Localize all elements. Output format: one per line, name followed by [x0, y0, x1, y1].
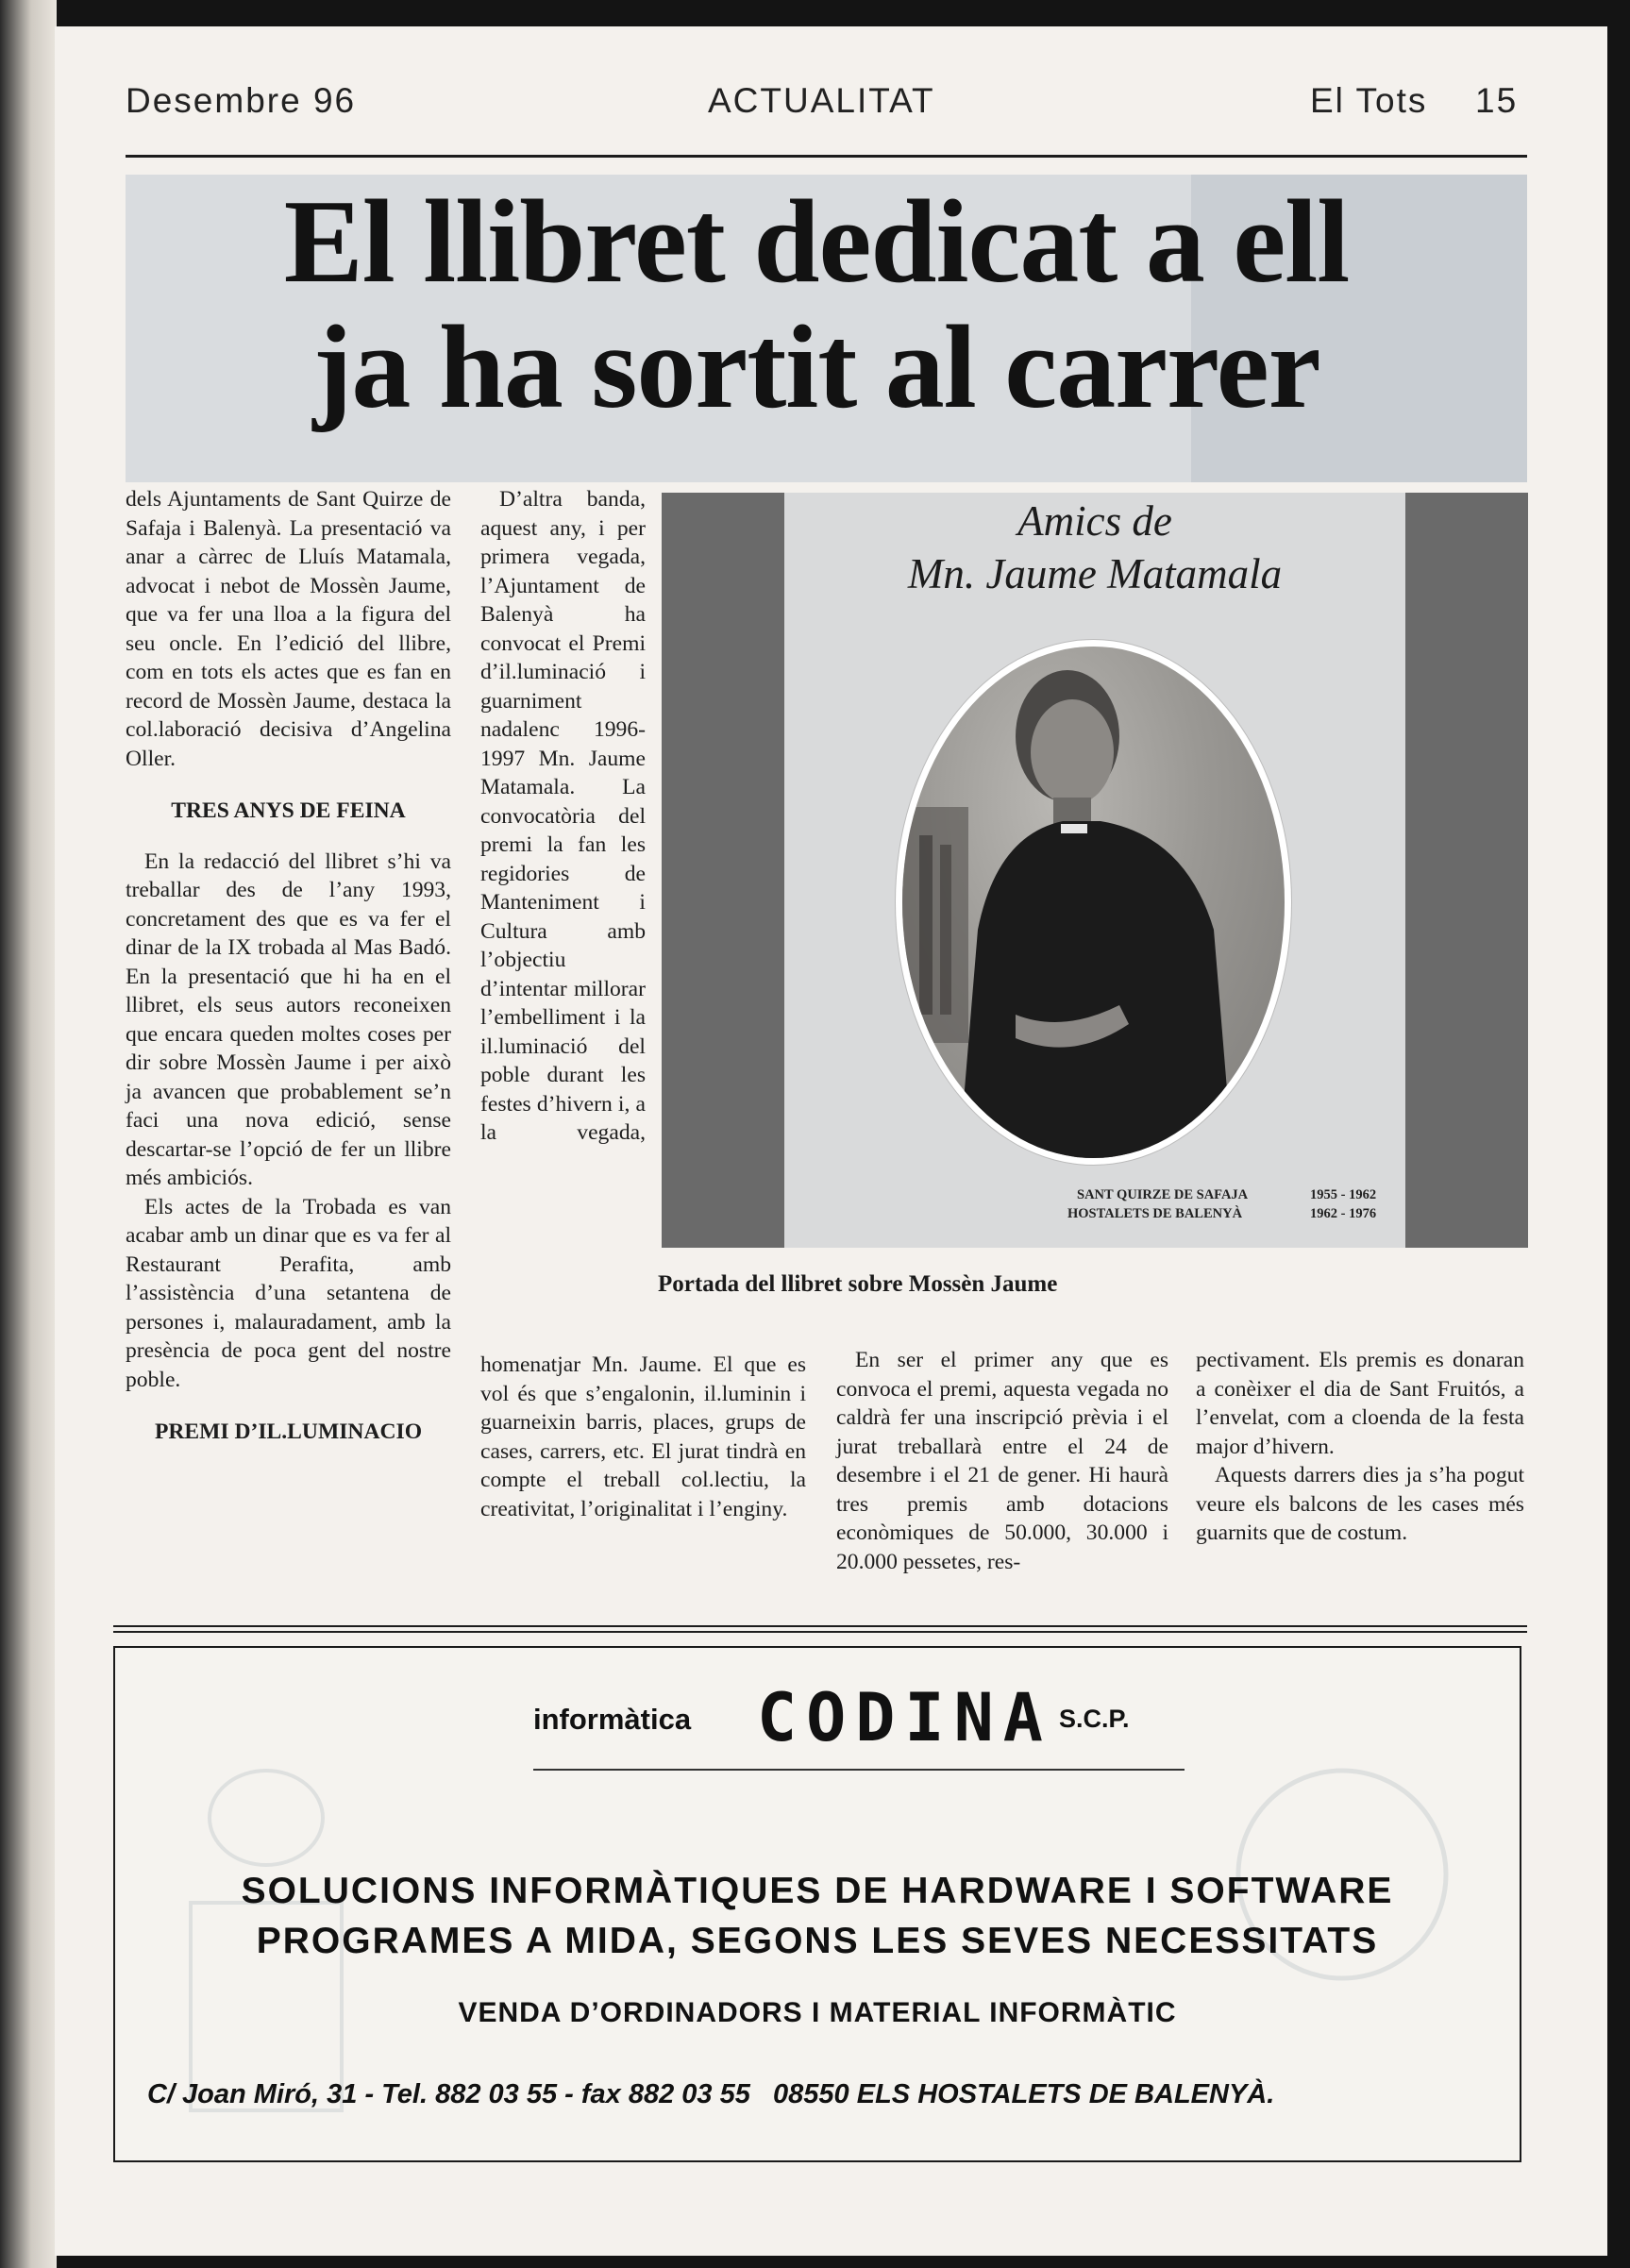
- subheading-premi: PREMI D’IL.LUMINACIO: [154, 1420, 423, 1444]
- paragraph: En la redacció del llibret s’hi va treballar des de l’any 1993, concretament des que es va fer el dinar de la IX trobada al Mas Badó. En la presentació que hi ha en el llibret, els seus autors reconeixen que encara queden moltes coses per dir sobre Mossèn Jaume i per això ja avancen que probablement se’n faci una nova edició, sense descartar-se l’opció de fer un llibre més ambiciós.: [126, 848, 451, 1190]
- paragraph: Aquests darrers dies ja s’ha pogut veure els balcons de les cases més guarnits que de costum.: [1196, 1463, 1524, 1545]
- ad-prefix: informàtica: [533, 1703, 692, 1736]
- subheading-tres-anys: TRES ANYS DE FEINA: [171, 798, 406, 823]
- article-column-4: [1196, 1346, 1524, 1548]
- paragraph: Els actes de la Trobada es van acabar amb un dinar que es va fer al Restaurant Perafita, amb l’assistència d’una setantena de persones i, malauradament, amb la presència de poca gent del nostre poble.: [126, 1194, 451, 1392]
- book-cover: [784, 493, 1405, 1248]
- page-spine: [0, 0, 57, 2268]
- header-rule: [126, 155, 1527, 158]
- cover-title-line-2: Mn. Jaume Matamala: [907, 550, 1283, 597]
- cover-years-1: 1955 - 1962: [1310, 1187, 1377, 1202]
- ad-separator-rule: [113, 1625, 1527, 1627]
- paragraph: D’altra banda, aquest any, i per primera vegada, l’Ajuntament de Balenyà ha convocat el Premi d’il.luminació i guarniment nadalenc 1996-1997 Mn. Jaume Matamala. La convocatòria del premi la fan les regidories de Manteniment i Cultura amb l’objectiu d’intentar millorar l’embelliment i la il.luminació del poble durant les festes d’hivern i, a la vegada,: [480, 487, 646, 1145]
- article-column-1: [126, 485, 451, 1469]
- photo-caption: Portada del llibret sobre Mossèn Jaume: [658, 1271, 1058, 1297]
- paragraph: dels Ajuntaments de Sant Quirze de Safaja i Balenyà. La presentació va anar a càrrec de Lluís Matamala, advocat i nebot de Mossèn Jaume, que va fer una lloa a la figura del seu oncle. En l’edició del llibre, com en tots els actes que es fan en record de Mossèn Jaume, destaca la col.laboració decisiva d’Angelina Oller.: [126, 487, 451, 771]
- page-number: 15: [1475, 81, 1519, 120]
- cover-place-1: SANT QUIRZE DE SAFAJA: [1077, 1187, 1249, 1202]
- paragraph: homenatjar Mn. Jaume. El que es vol és que s’engalonin, il.luminin i guarneixin barris, places, grups de cases, carrers, etc. El jurat tindrà en compte el treball col.lectiu, la creativitat, l’originalitat i l’enginy.: [480, 1352, 806, 1521]
- article-column-2: [480, 485, 646, 1148]
- cover-place-2: HOSTALETS DE BALENYÀ: [1067, 1206, 1243, 1221]
- ad-separator-rule: [113, 1631, 1527, 1633]
- book-cover-title: [784, 495, 1405, 600]
- ad-suffix: S.C.P.: [1059, 1705, 1130, 1733]
- section-name: ACTUALITAT: [708, 81, 935, 120]
- article-headline: [165, 176, 1468, 433]
- issue-date: Desembre 96: [126, 81, 357, 120]
- cover-years-2: 1962 - 1976: [1310, 1206, 1377, 1221]
- article-column-3: [836, 1346, 1168, 1576]
- photo-right-shade: [1405, 493, 1528, 1248]
- paragraph: En ser el primer any que es convoca el premi, aquesta vegada no caldrà fer una inscripció prèvia i el jurat treballarà entre el 24 de desembre i el 21 de gener. Hi haurà tres premis amb dotacions econòmiques de 50.000, 30.000 i 20.000 pessetes, res-: [836, 1348, 1168, 1574]
- cover-title-line-1: Amics de: [1017, 497, 1172, 545]
- book-cover-photo: [662, 493, 1528, 1248]
- codina-advertisement: [113, 1646, 1521, 2162]
- ad-line-solutions: SOLUCIONS INFORMÀTIQUES DE HARDWARE I SOFTWARE: [241, 1871, 1394, 1911]
- headline-line-2: ja ha sortit al carrer: [312, 302, 1320, 433]
- ad-contact: C/ Joan Miró, 31 - Tel. 882 03 55 - fax 882 03 55 08550 ELS HOSTALETS DE BALENYÀ.: [147, 2079, 1275, 2109]
- article-column-2-continued: [480, 1351, 806, 1523]
- headline-line-1: El llibret dedicat a ell: [283, 176, 1350, 308]
- codina-logo: CODINA: [757, 1679, 1052, 1756]
- priest-portrait-icon: [902, 647, 1285, 1158]
- publication-name: El Tots: [1310, 81, 1428, 120]
- logo-underline: [533, 1769, 1185, 1771]
- ad-line-sales: VENDA D’ORDINADORS I MATERIAL INFORMÀTIC: [458, 1997, 1177, 2028]
- ad-line-programs: PROGRAMES A MIDA, SEGONS LES SEVES NECESSITATS: [256, 1921, 1379, 1961]
- paragraph: pectivament. Els premis es donaran a conèixer el dia de Sant Fruitós, a l’envelat, com a cloenda de la festa major d’hivern.: [1196, 1348, 1524, 1459]
- photo-left-shade: [662, 493, 784, 1248]
- portrait-oval: [902, 647, 1285, 1158]
